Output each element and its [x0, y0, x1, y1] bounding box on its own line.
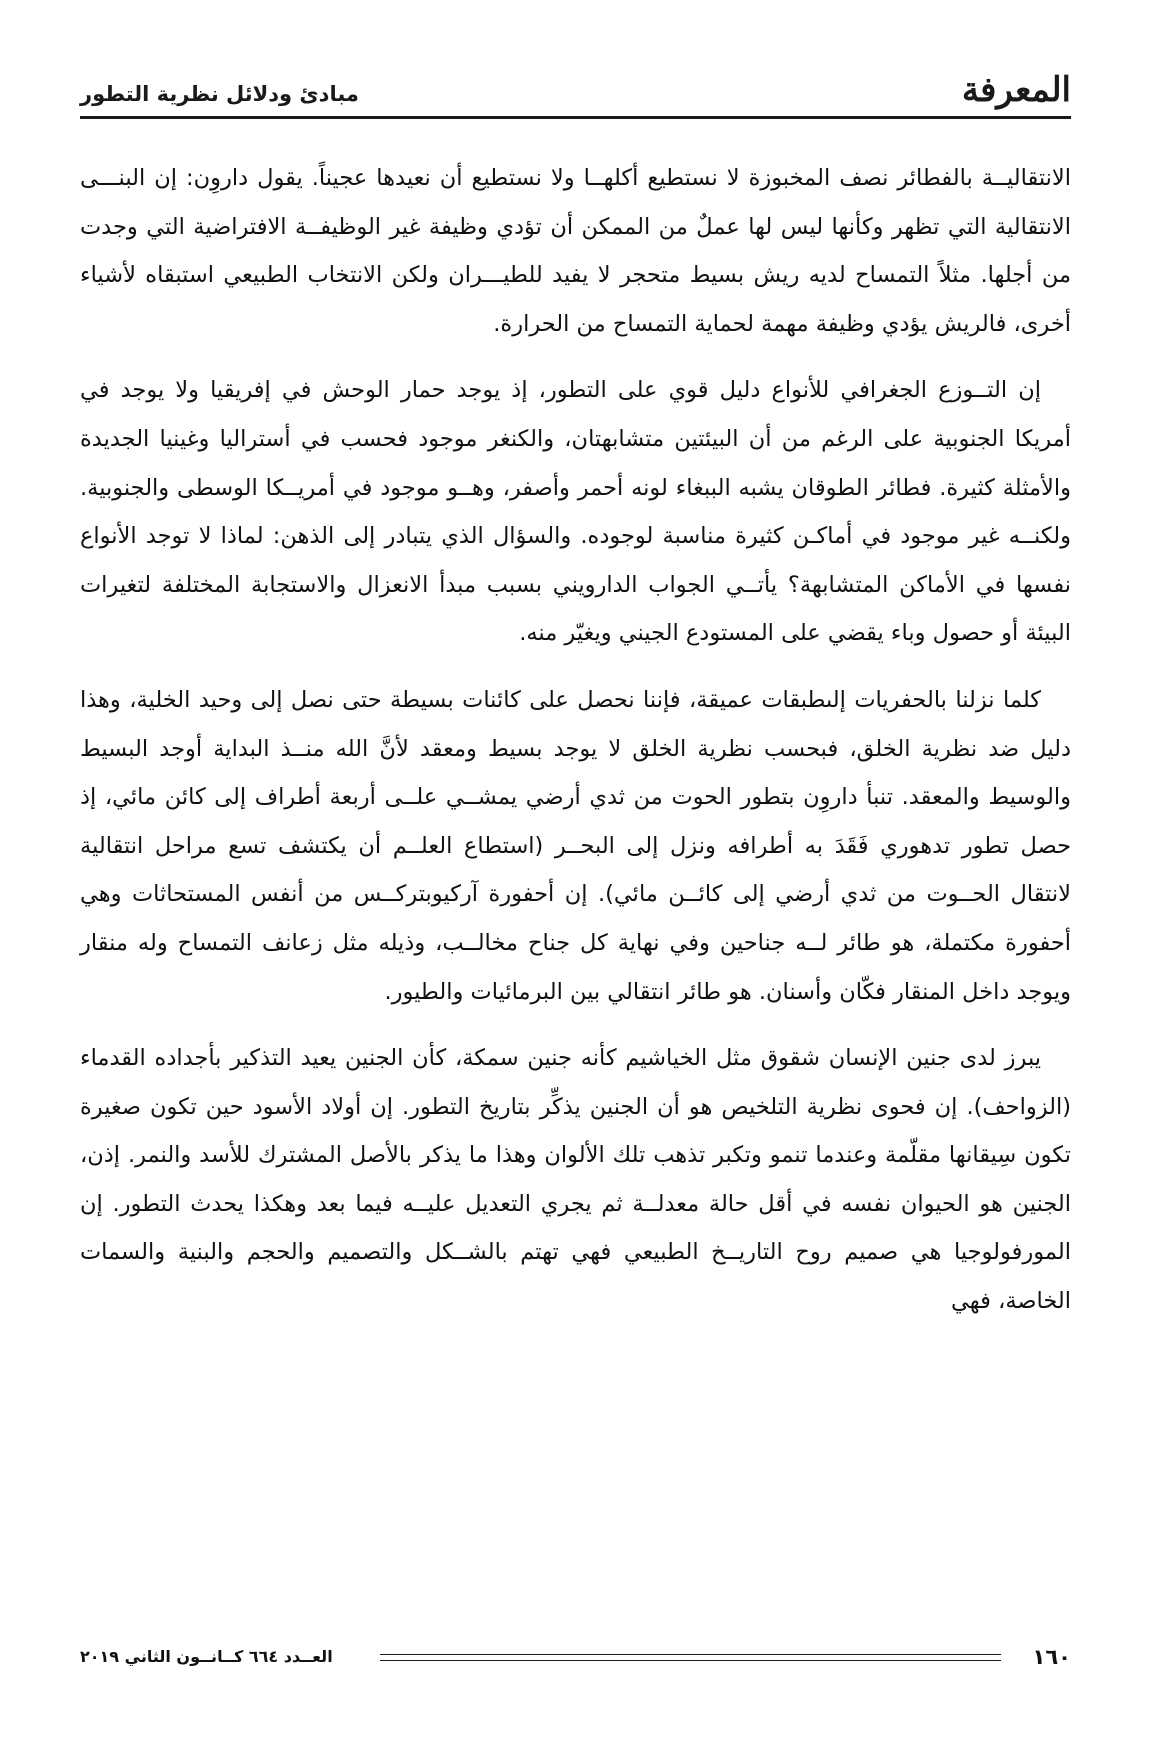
magazine-logo: المعرفة: [961, 70, 1071, 110]
page-header: [80, 70, 1071, 114]
page-number: ١٦٠: [1032, 1645, 1071, 1669]
footer-divider: [380, 1654, 1001, 1661]
running-title: مبادئ ودلائل نظرية التطور: [80, 82, 359, 106]
article-body: [80, 154, 1071, 1344]
page-footer: [80, 1642, 1071, 1674]
paragraph-3: كلما نزلنا بالحفريات إلىطبقات عميقة، فإننا نحصل على كائنات بسيطة حتى نصل إلى وحيد الخلية، وهذا دليل ضد نظرية الخلق، فبحسب نظرية الخلق لا يوجد بسيط ومعقد لأنَّ الله منــذ البداية أوجد البسيط والوسيط والمعقد. تنبأ داروِن بتطور الحوت من ثدي أرضي يمشــي علــى أربعة أطراف إلى كائن مائي، إذ حصل تطور تدهوري فَقَدَ به أطرافه ونزل إلى البحــر (استطاع العلــم أن يكتشف تسع مراحل انتقالية لانتقال الحــوت من ثدي أرضي إلى كائــن مائي). إن أحفورة آركيوبتركــس من أنفس المستحاثات وهي أحفورة مكتملة، هو طائر لــه جناحين وفي نهاية كل جناح مخالــب، وذيله مثل زعانف التمساح وله منقار ويوجد داخل المنقار فكّان وأسنان. هو طائر انتقالي بين البرمائيات والطيور.: [80, 686, 1071, 1005]
paragraph-1: الانتقاليــة بالفطائر نصف المخبوزة لا نستطيع أكلهــا ولا نستطيع أن نعيدها عجيناً. يقول داروِن: إن البنـــى الانتقالية التي تظهر وكأنها ليس لها عملٌ من الممكن أن تؤدي وظيفة غير الوظيفــة الافتراضية التي وجدت من أجلها. مثلاً التمساح لديه ريش بسيط متحجر لا يفيد للطيـــران ولكن الانتخاب الطبيعي استبقاه لأشياء أخرى، فالريش يؤدي وظيفة مهمة لحماية التمساح من الحرارة.: [80, 165, 1071, 337]
paragraph-4: يبرز لدى جنين الإنسان شقوق مثل الخياشيم كأنه جنين سمكة، كأن الجنين يعيد التذكير بأجداده القدماء (الزواحف). إن فحوى نظرية التلخيص هو أن الجنين يذكِّر بتاريخ التطور. إن أولاد الأسود حين تكون صغيرة تكون سِيقانها مقلّمة وعندما تنمو وتكبر تذهب تلك الألوان وهذا ما يذكر بالأصل المشترك للأسد والنمر. إذن، الجنين هو الحيوان نفسه في أقل حالة معدلــة ثم يجري التعديل عليــه فيما بعد وهكذا يحدث التطور. إن المورفولوجيا هي صميم روح التاريــخ الطبيعي فهي تهتم بالشــكل والتصميم والحجم والبنية والسمات الخاصة، فهي: [80, 1045, 1071, 1315]
issue-info: العــدد ٦٦٤ كــانــون الثاني ٢٠١٩: [80, 1647, 333, 1666]
header-divider: [80, 116, 1071, 119]
paragraph-2: إن التــوزع الجغرافي للأنواع دليل قوي على التطور، إذ يوجد حمار الوحش في إفريقيا ولا يوجد في أمريكا الجنوبية على الرغم من أن البيئتين متشابهتان، والكنغر موجود فحسب في أستراليا وغينيا الجديدة والأمثلة كثيرة. فطائر الطوقان يشبه الببغاء لونه أحمر وأصفر، وهــو موجود في أمريــكا الوسطى والجنوبية. ولكنــه غير موجود في أماكـن كثيرة مناسبة لوجوده. والسؤال الذي يتبادر إلى الذهن: لماذا لا توجد الأنواع نفسها في الأماكن المتشابهة؟ يأتــي الجواب الدارويني بسبب مبدأ الانعزال والاستجابة المختلفة لتغيرات البيئة أو حصول وباء يقضي على المستودع الجيني ويغيّر منه.: [80, 377, 1071, 647]
